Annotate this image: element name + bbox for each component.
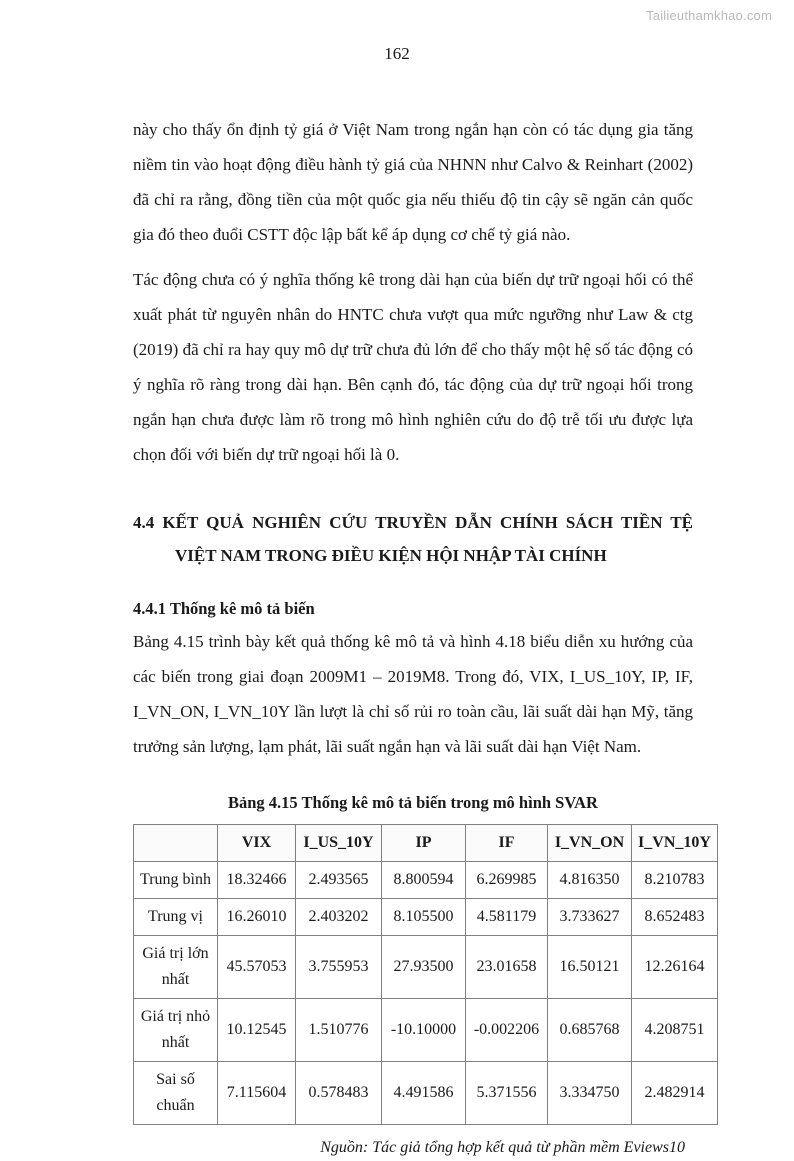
table-body: [134, 862, 718, 1125]
paragraph-1: này cho thấy ổn định tỷ giá ở Việt Nam trong ngắn hạn còn có tác dụng gia tăng niềm tin vào hoạt động điều hành tỷ giá của NHNN như Calvo & Reinhart (2002) đã chỉ ra rằng, đồng tiền của một quốc gia nếu thiếu độ tin cậy sẽ ngăn cản quốc gia đó theo đuổi CSTT độc lập bất kể áp dụng cơ chế tỷ giá nào.: [133, 120, 693, 244]
cell-median-i-vn-on: 3.733627: [548, 899, 632, 936]
cell-mean-i-vn-10y: 8.210783: [632, 862, 718, 899]
row-label-std-dev: Sai số chuẩn: [134, 1062, 218, 1125]
cell-min-vix: 10.12545: [218, 999, 296, 1062]
table-header: [134, 825, 718, 862]
table-caption: Bảng 4.15 Thống kê mô tả biến trong mô hình SVAR: [228, 793, 598, 812]
cell-min-ip: -10.10000: [382, 999, 466, 1062]
cell-median-i-us-10y: 2.403202: [296, 899, 382, 936]
section-heading-line-2: VIỆT NAM TRONG ĐIỀU KIỆN HỘI NHẬP TÀI CHÍNH: [175, 546, 607, 565]
cell-mean-ip: 8.800594: [382, 862, 466, 899]
cell-mean-i-us-10y: 2.493565: [296, 862, 382, 899]
column-header-i-vn-on: I_VN_ON: [548, 825, 632, 862]
row-label-maximum: Giá trị lớn nhất: [134, 936, 218, 999]
page-number: 162: [384, 44, 410, 63]
cell-max-i-vn-10y: 12.26164: [632, 936, 718, 999]
cell-std-if: 5.371556: [466, 1062, 548, 1125]
cell-std-ip: 4.491586: [382, 1062, 466, 1125]
row-label-median: Trung vị: [134, 899, 218, 936]
cell-mean-vix: 18.32466: [218, 862, 296, 899]
watermark-text: Tailieuthamkhao.com: [646, 8, 772, 23]
cell-min-i-vn-on: 0.685768: [548, 999, 632, 1062]
cell-min-i-us-10y: 1.510776: [296, 999, 382, 1062]
table-corner-header: [134, 825, 218, 862]
row-label-minimum: Giá trị nhỏ nhất: [134, 999, 218, 1062]
cell-std-i-vn-on: 3.334750: [548, 1062, 632, 1125]
cell-max-ip: 27.93500: [382, 936, 466, 999]
cell-min-if: -0.002206: [466, 999, 548, 1062]
column-header-i-us-10y: I_US_10Y: [296, 825, 382, 862]
table-row: [134, 862, 718, 899]
cell-min-i-vn-10y: 4.208751: [632, 999, 718, 1062]
cell-max-i-vn-on: 16.50121: [548, 936, 632, 999]
cell-max-i-us-10y: 3.755953: [296, 936, 382, 999]
descriptive-statistics-table: [133, 824, 718, 1125]
table-row: [134, 899, 718, 936]
column-header-i-vn-10y: I_VN_10Y: [632, 825, 718, 862]
cell-std-i-vn-10y: 2.482914: [632, 1062, 718, 1125]
cell-std-vix: 7.115604: [218, 1062, 296, 1125]
subsection-heading: 4.4.1 Thống kê mô tả biến: [133, 599, 315, 618]
page-content: [133, 112, 711, 1161]
column-header-ip: IP: [382, 825, 466, 862]
table-row: [134, 936, 718, 999]
cell-max-vix: 45.57053: [218, 936, 296, 999]
paragraph-3: Bảng 4.15 trình bày kết quả thống kê mô tả và hình 4.18 biểu diễn xu hướng của các biến trong giai đoạn 2009M1 – 2019M8. Trong đó, VIX, I_US_10Y, IP, IF, I_VN_ON, I_VN_10Y lần lượt là chỉ số rủi ro toàn cầu, lãi suất dài hạn Mỹ, tăng trưởng sản lượng, lạm phát, lãi suất ngắn hạn và lãi suất dài hạn Việt Nam.: [133, 632, 693, 756]
table-row: [134, 999, 718, 1062]
cell-mean-i-vn-on: 4.816350: [548, 862, 632, 899]
cell-median-vix: 16.26010: [218, 899, 296, 936]
section-heading: [133, 506, 693, 572]
row-label-mean: Trung bình: [134, 862, 218, 899]
column-header-if: IF: [466, 825, 548, 862]
cell-median-if: 4.581179: [466, 899, 548, 936]
cell-mean-if: 6.269985: [466, 862, 548, 899]
cell-median-i-vn-10y: 8.652483: [632, 899, 718, 936]
table-header-row: [134, 825, 718, 862]
section-heading-line-1: 4.4 KẾT QUẢ NGHIÊN CỨU TRUYỀN DẪN CHÍNH SÁCH TIỀN TỆ: [133, 513, 693, 532]
cell-median-ip: 8.105500: [382, 899, 466, 936]
cell-std-i-us-10y: 0.578483: [296, 1062, 382, 1125]
paragraph-2: Tác động chưa có ý nghĩa thống kê trong dài hạn của biến dự trữ ngoại hối có thể xuất phát từ nguyên nhân do HNTC chưa vượt qua mức ngưỡng như Law & ctg (2019) đã chỉ ra hay quy mô dự trữ chưa đủ lớn để cho thấy một hệ số tác động có ý nghĩa rõ ràng trong dài hạn. Bên cạnh đó, tác động của dự trữ ngoại hối trong ngắn hạn chưa được làm rõ trong mô hình nghiên cứu do độ trễ tối ưu được lựa chọn đối với biến dự trữ ngoại hối là 0.: [133, 270, 693, 464]
cell-max-if: 23.01658: [466, 936, 548, 999]
column-header-vix: VIX: [218, 825, 296, 862]
table-row: [134, 1062, 718, 1125]
table-source-note: Nguồn: Tác giả tổng hợp kết quả từ phần mềm Eviews10: [320, 1139, 685, 1156]
